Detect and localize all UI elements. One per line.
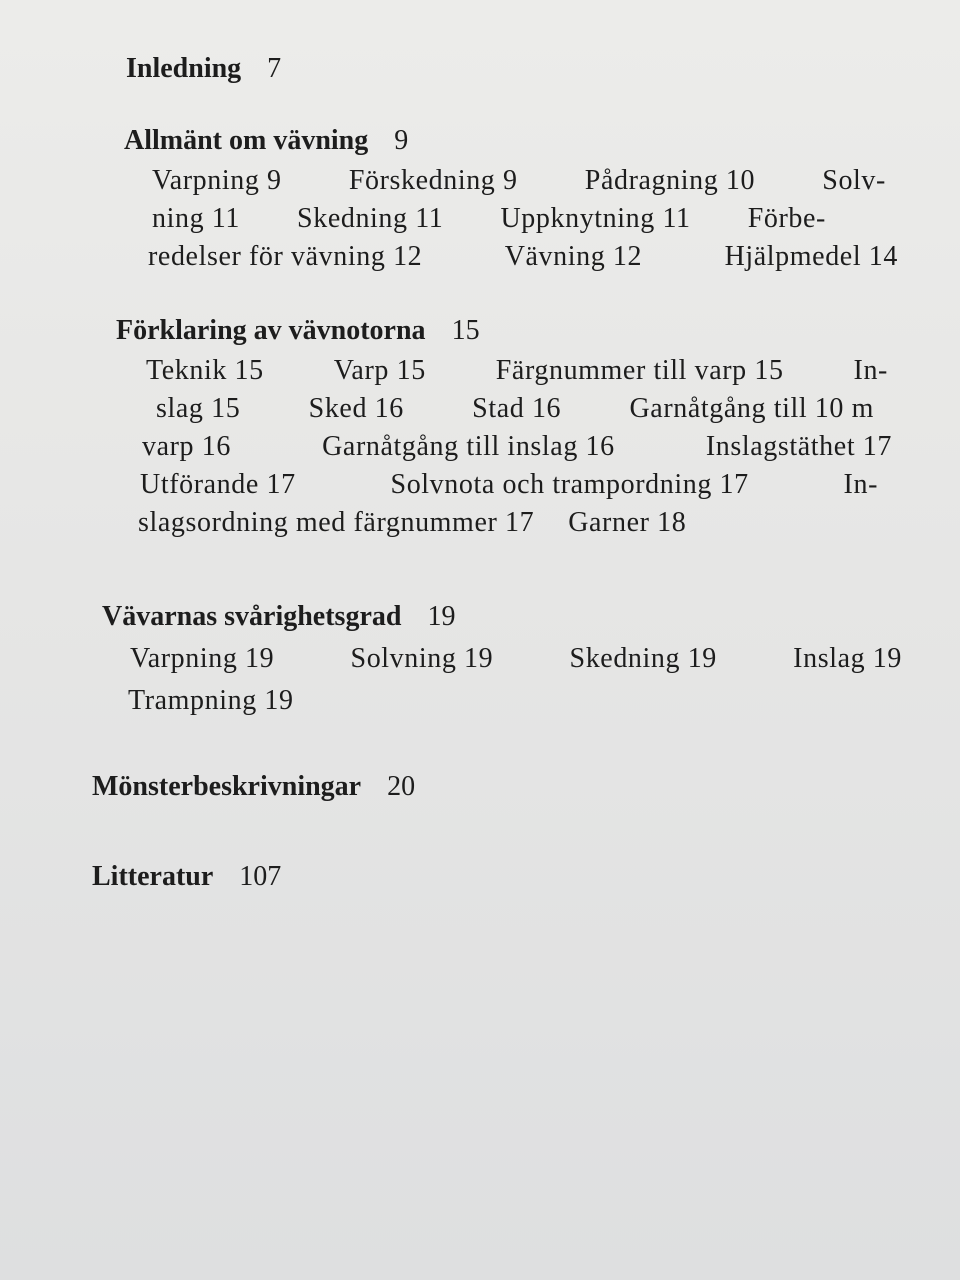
toc-line — [140, 466, 878, 504]
toc-line — [146, 352, 888, 390]
toc-section-litteratur — [92, 860, 281, 894]
toc-entry: Teknik 15 — [146, 355, 264, 386]
toc-entry: redelser för vävning 12 — [148, 241, 423, 272]
toc-entry: Skedning 11 — [297, 203, 444, 234]
toc-heading-title: Litteratur — [92, 861, 214, 892]
toc-entry: Förskedning 9 — [348, 165, 518, 196]
toc-heading-page: 15 — [451, 315, 480, 346]
toc-heading-page: 7 — [267, 53, 282, 84]
toc-entry: In- — [843, 469, 878, 500]
toc-entry: ning 11 — [152, 203, 240, 234]
toc-heading — [126, 52, 281, 86]
toc-heading-title: Vävarnas svårighetsgrad — [102, 601, 402, 632]
toc-line — [130, 638, 902, 680]
toc-line — [148, 238, 898, 276]
toc-subentries — [138, 352, 892, 542]
toc-entry: Pådragning 10 — [584, 165, 756, 196]
toc-entry: Hjälpmedel 14 — [724, 241, 898, 272]
toc-entry: Stad 16 — [472, 393, 562, 424]
toc-heading-page: 107 — [239, 861, 282, 892]
toc-line — [156, 390, 874, 428]
toc-section-forklaring — [116, 314, 896, 542]
toc-heading-title: Inledning — [126, 53, 242, 84]
toc-entry: Solv- — [822, 165, 886, 196]
toc-entry: Vävning 12 — [504, 241, 643, 272]
toc-heading-title: Mönsterbeskrivningar — [92, 771, 362, 802]
toc-entry: Förbe- — [747, 203, 826, 234]
toc-entry: Garner 18 — [568, 507, 687, 538]
toc-entry: Trampning 19 — [128, 685, 294, 716]
toc-heading — [124, 124, 902, 158]
toc-entry: Skedning 19 — [569, 643, 717, 674]
toc-line — [138, 504, 888, 542]
toc-entry: Solvnota och trampordning 17 — [390, 469, 749, 500]
toc-entry: In- — [853, 355, 888, 386]
toc-line — [152, 200, 826, 238]
toc-heading — [116, 314, 896, 348]
toc-entry: slagsordning med färgnummer 17 — [138, 507, 535, 538]
toc-section-allmant — [124, 124, 902, 276]
toc-entry: Utförande 17 — [140, 469, 296, 500]
toc-entry: Varp 15 — [333, 355, 426, 386]
toc-heading-page: 20 — [387, 771, 416, 802]
toc-heading-title: Allmänt om vävning — [124, 125, 369, 156]
toc-entry: Inslag 19 — [793, 643, 902, 674]
toc-entry: Solvning 19 — [350, 643, 494, 674]
toc-section-monster — [92, 770, 415, 804]
toc-heading-page: 9 — [394, 125, 409, 156]
toc-section-inledning — [126, 52, 281, 86]
toc-entry: Garnåtgång till inslag 16 — [322, 431, 615, 462]
toc-heading — [102, 600, 902, 634]
toc-entry: Varpning 9 — [152, 165, 282, 196]
toc-heading — [92, 770, 415, 804]
toc-line — [128, 680, 902, 722]
toc-entry: Sked 16 — [308, 393, 404, 424]
toc-line — [152, 162, 886, 200]
toc-line — [142, 428, 892, 466]
toc-entry: Färgnummer till varp 15 — [495, 355, 784, 386]
toc-entry: slag 15 — [156, 393, 241, 424]
toc-entry: Garnåtgång till 10 m — [629, 393, 874, 424]
toc-heading-title: Förklaring av vävnotorna — [116, 315, 426, 346]
toc-subentries — [148, 162, 898, 276]
toc-entry: Varpning 19 — [130, 643, 275, 674]
toc-entry: varp 16 — [142, 431, 231, 462]
toc-heading — [92, 860, 281, 894]
toc-subentries — [130, 638, 902, 722]
toc-section-vavarnas — [102, 600, 902, 722]
toc-heading-page: 19 — [427, 601, 456, 632]
toc-entry: Uppknytning 11 — [500, 203, 691, 234]
toc-entry: Inslagstäthet 17 — [705, 431, 892, 462]
